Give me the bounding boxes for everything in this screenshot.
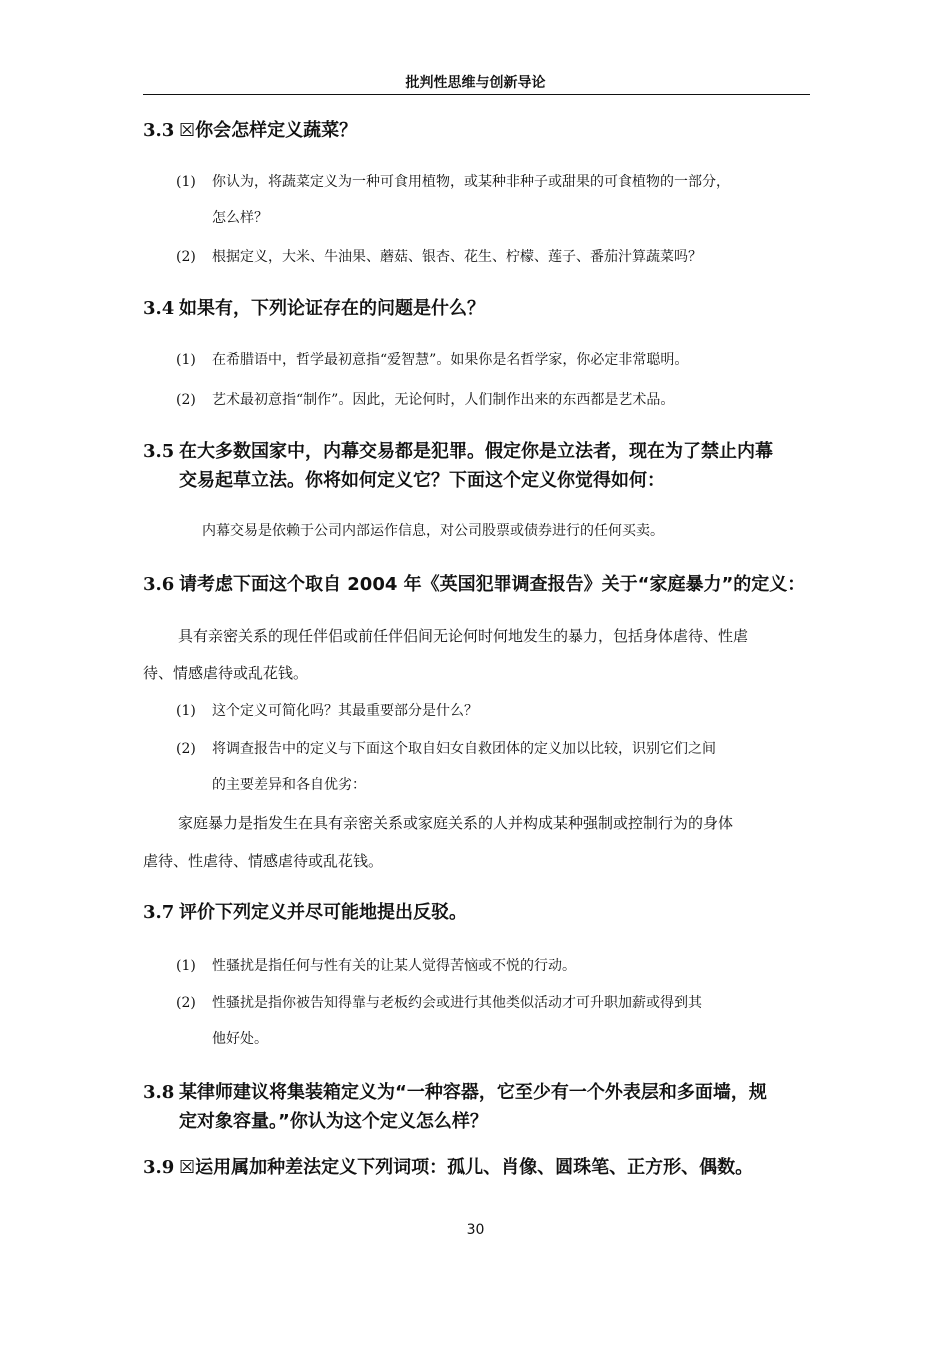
item-text: 艺术最初意指“制作”。因此，无论何时，人们制作出来的东西都是艺术品。 <box>212 392 675 408</box>
item-text: 在希腊语中，哲学最初意指“爱智慧”。如果你是名哲学家，你必定非常聪明。 <box>212 352 689 368</box>
item-number: (1) <box>176 703 196 719</box>
exercise-title: 请考虑下面这个取自 2004 年《英国犯罪调查报告》关于“家庭暴力”的定义： <box>179 574 806 595</box>
item-number: (2) <box>176 249 196 265</box>
item-number: (1) <box>176 958 196 974</box>
exercise-title: 定对象容量。”你认为这个定义怎么样？ <box>179 1111 488 1132</box>
page-number: 30 <box>466 1222 485 1238</box>
item-text: 的主要差异和各自优劣： <box>212 777 366 793</box>
exercise-3-6-para-2-cont: 虐待、性虐待、情感虐待或乱花钱。 <box>143 852 384 870</box>
checkbox-icon: ☒ <box>179 1157 196 1178</box>
exercise-title: 交易起草立法。你将如何定义它？下面这个定义你觉得如何： <box>179 470 665 491</box>
item-number: (2) <box>176 392 196 408</box>
exercise-number: 3.4 <box>143 298 175 319</box>
exercise-title: 运用属加种差法定义下列词项：孤儿、肖像、圆珠笔、正方形、偶数。 <box>195 1157 754 1178</box>
running-header: 批判性思维与创新导论 <box>405 75 546 91</box>
exercise-3-6-para-2: 家庭暴力是指发生在具有亲密关系或家庭关系的人并构成某种强制或控制行为的身体 <box>178 814 734 832</box>
exercise-number: 3.6 <box>143 574 175 595</box>
item-text: 他好处。 <box>212 1031 268 1047</box>
item-number: (1) <box>176 174 196 190</box>
item-text: 性骚扰是指你被告知得靠与老板约会或进行其他类似活动才可升职加薪或得到其 <box>212 995 702 1011</box>
item-text: 性骚扰是指任何与性有关的让某人觉得苦恼或不悦的行动。 <box>212 958 576 974</box>
exercise-3-6-para-1: 具有亲密关系的现任伴侣或前任伴侣间无论何时何地发生的暴力，包括身体虐待、性虐 <box>178 627 749 645</box>
item-text: 将调查报告中的定义与下面这个取自妇女自救团体的定义加以比较，识别它们之间 <box>212 741 716 757</box>
checkbox-icon: ☒ <box>179 120 196 141</box>
exercise-number: 3.7 <box>143 902 175 923</box>
item-number: (2) <box>176 995 196 1011</box>
exercise-number: 3.5 <box>143 441 175 462</box>
exercise-title: 你会怎样定义蔬菜？ <box>195 120 358 141</box>
exercise-number: 3.8 <box>143 1082 175 1103</box>
item-number: (2) <box>176 741 196 757</box>
item-text: 你认为，将蔬菜定义为一种可食用植物，或某种非种子或甜果的可食植物的一部分， <box>212 174 730 190</box>
exercise-title: 如果有，下列论证存在的问题是什么？ <box>179 298 485 319</box>
header-rule <box>143 94 810 95</box>
exercise-number: 3.3 <box>143 120 175 141</box>
exercise-3-6-para-1-cont: 待、情感虐待或乱花钱。 <box>143 664 309 682</box>
exercise-3-5-quote: 内幕交易是依赖于公司内部运作信息，对公司股票或债券进行的任何买卖。 <box>202 523 664 539</box>
item-number: (1) <box>176 352 196 368</box>
item-text: 根据定义，大米、牛油果、蘑菇、银杏、花生、柠檬、莲子、番茄汁算蔬菜吗？ <box>212 249 702 265</box>
exercise-title: 评价下列定义并尽可能地提出反驳。 <box>179 902 467 923</box>
exercise-title: 某律师建议将集装箱定义为“一种容器，它至少有一个外表层和多面墙，规 <box>179 1082 767 1103</box>
exercise-number: 3.9 <box>143 1157 175 1178</box>
exercise-title: 在大多数国家中，内幕交易都是犯罪。假定你是立法者，现在为了禁止内幕 <box>179 441 773 462</box>
item-text: 这个定义可简化吗？其最重要部分是什么？ <box>212 703 478 719</box>
item-text: 怎么样？ <box>212 210 268 226</box>
